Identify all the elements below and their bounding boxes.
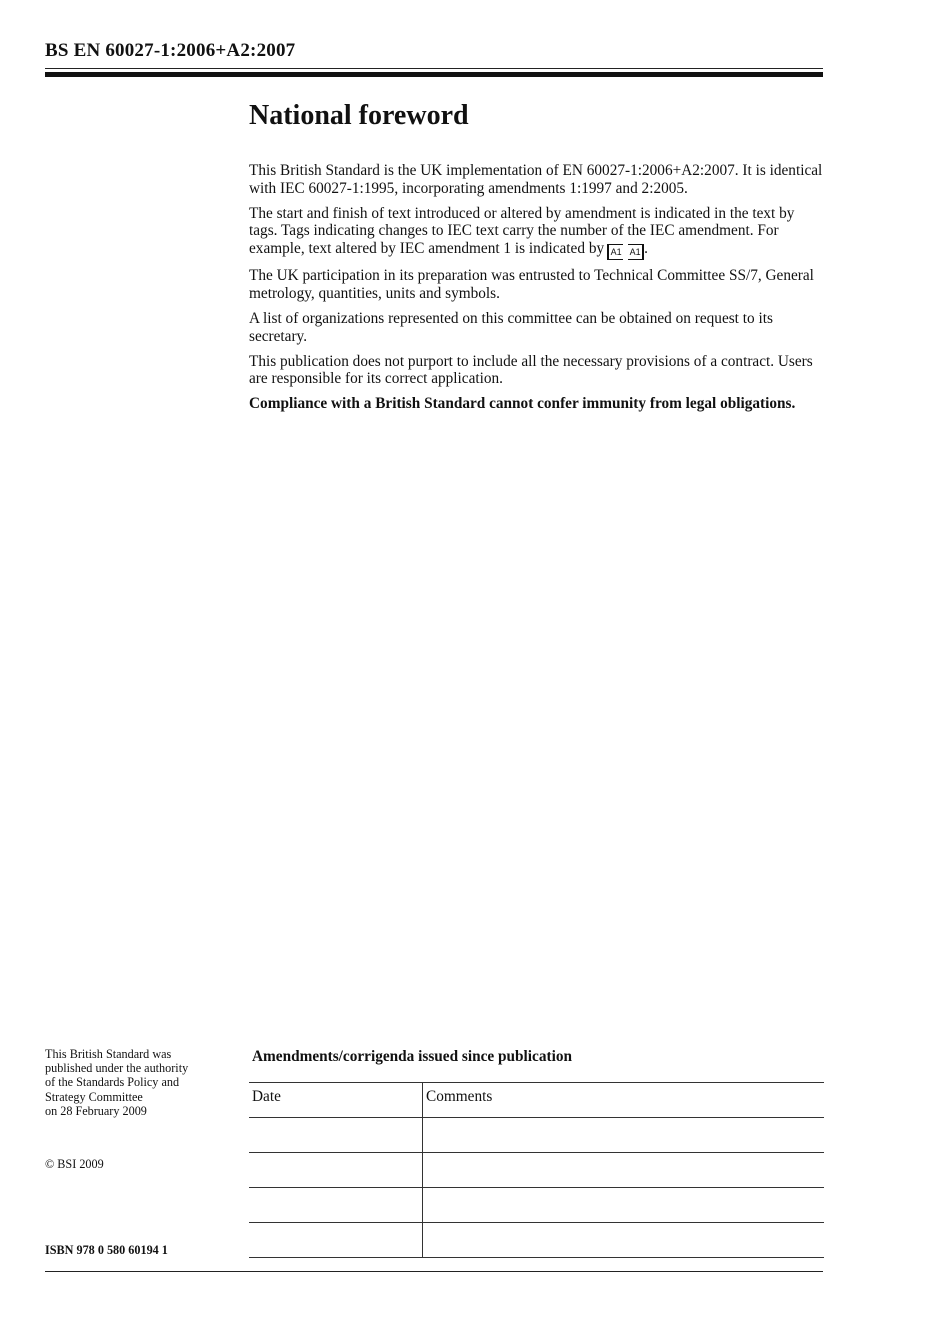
table-cell-date <box>249 1188 423 1223</box>
table-cell-date <box>249 1118 423 1153</box>
table-cell-comments <box>423 1188 825 1223</box>
paragraph-organizations: A list of organizations represented on this committee can be obtained on request to its secretary. <box>249 310 773 345</box>
paragraph-tags <box>249 205 823 260</box>
table-cell-comments <box>423 1118 825 1153</box>
table-row <box>249 1188 824 1223</box>
authority-line: of the Standards Policy and <box>45 1075 180 1090</box>
paragraph-provisions: This publication does not purport to include all the necessary provisions of a contract. Users are responsible for its correct application. <box>249 352 813 388</box>
table-cell-comments <box>423 1153 825 1188</box>
paragraph-committee: The UK participation in its preparation was entrusted to Technical Committee SS/7, General metrology, quantities, units and symbols. <box>249 267 814 302</box>
table-row <box>249 1118 824 1153</box>
table-cell-date <box>249 1153 423 1188</box>
paragraph-tags-text: The start and finish of text introduced or altered by amendment is indicated in the text by tags. Tags indicating changes to IEC text carry the number of the IEC amendment. For example, text altered by IEC amendment 1 is indicated by <box>249 204 795 257</box>
footer-rule <box>45 1271 823 1272</box>
header-thick-rule <box>45 72 823 77</box>
authority-line: This British Standard was <box>45 1047 172 1061</box>
authority-line: on 28 February 2009 <box>45 1103 147 1118</box>
table-header-row <box>249 1083 824 1118</box>
paragraph-compliance: Compliance with a British Standard cannot confer immunity from legal obligations. <box>249 395 796 413</box>
publication-authority <box>45 1047 235 1118</box>
document-id: BS EN 60027-1:2006+A2:2007 <box>45 40 296 61</box>
amendment-tag-close-icon: A1 <box>628 244 644 260</box>
column-header-date: Date <box>249 1083 423 1118</box>
table-row <box>249 1223 824 1258</box>
table-cell-comments <box>423 1223 825 1258</box>
page-title: National foreword <box>249 100 469 131</box>
amendments-title: Amendments/corrigenda issued since publication <box>252 1048 572 1065</box>
amendments-table <box>249 1082 824 1258</box>
header-thin-rule <box>45 68 823 69</box>
foreword-body <box>249 162 823 421</box>
paragraph-tags-end: . <box>644 239 648 257</box>
table-row <box>249 1153 824 1188</box>
table-cell-date <box>249 1223 423 1258</box>
paragraph-implementation: This British Standard is the UK implementation of EN 60027-1:2006+A2:2007. It is identical with IEC 60027-1:1995, incorporating amendments 1:1997 and 2:2005. <box>249 162 823 197</box>
copyright-notice: © BSI 2009 <box>45 1157 104 1171</box>
isbn: ISBN 978 0 580 60194 1 <box>45 1243 168 1257</box>
column-header-comments: Comments <box>423 1083 825 1118</box>
authority-line: published under the authority <box>45 1061 189 1076</box>
amendment-tag-open-icon: A1 <box>607 244 623 260</box>
authority-line: Strategy Committee <box>45 1089 143 1104</box>
